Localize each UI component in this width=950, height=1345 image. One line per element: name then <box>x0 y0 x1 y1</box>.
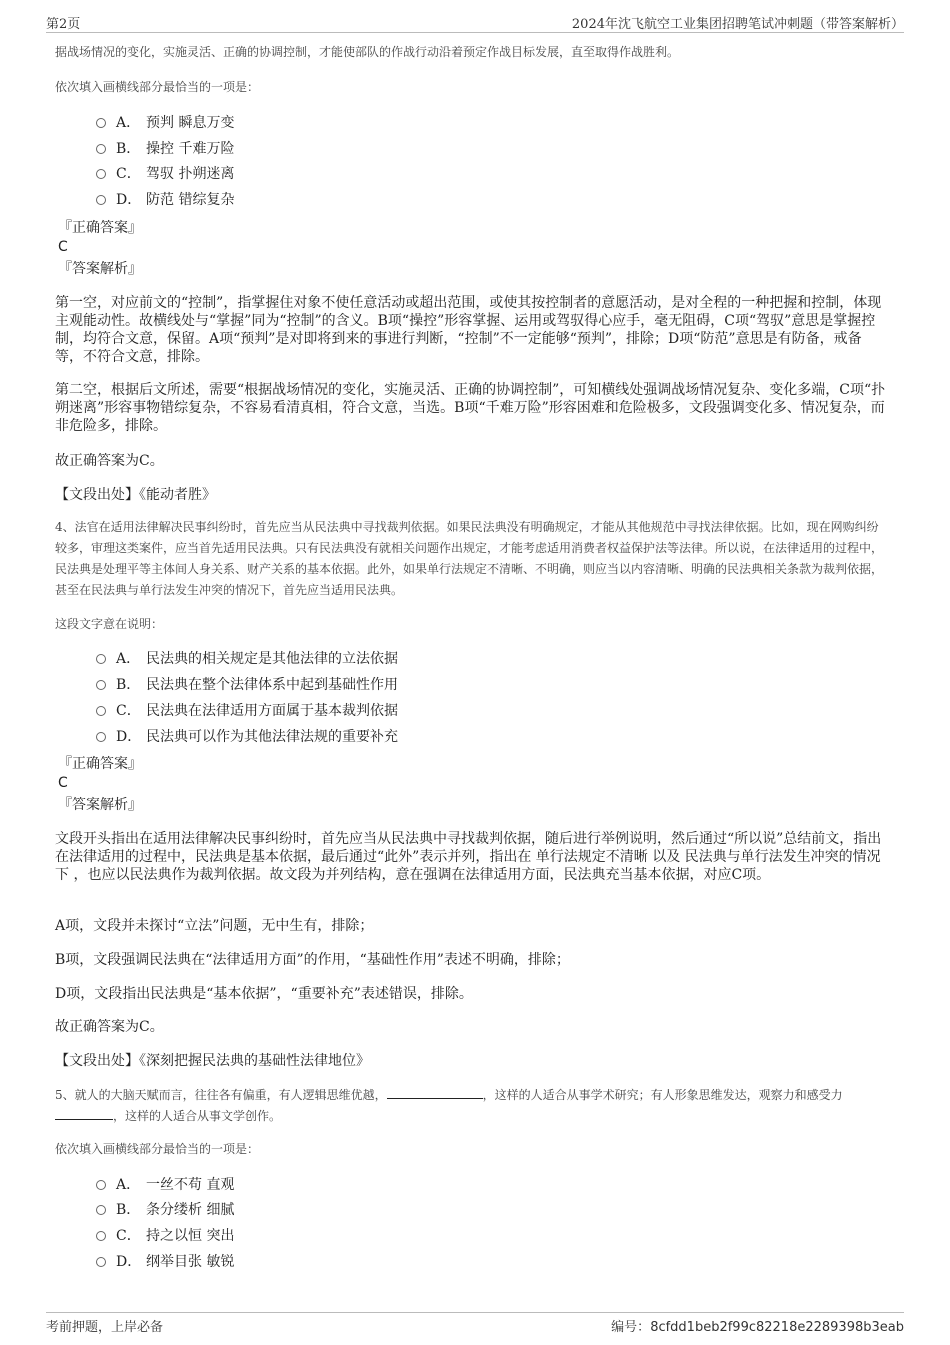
q3-answer: C <box>58 239 68 255</box>
q5-option-d[interactable]: D． 纲举目张 敏锐 <box>96 1252 234 1272</box>
q4-answer: C <box>58 775 68 791</box>
q4-option-d[interactable]: D． 民法典可以作为其他法律法规的重要补充 <box>96 727 398 747</box>
radio-icon[interactable] <box>96 144 106 154</box>
page-header <box>46 10 904 33</box>
page-footer <box>46 1312 904 1335</box>
q4-analysis-para-1: 文段开头指出在适用法律解决民事纠纷时，首先应当从民法典中寻找裁判依据，随后进行举例说明，然后通过“所以说”总结前文，指出在法律适用的过程中，民法典是基本依据，最后通过“此外”表示并列，指出在 单行法规定不清晰 以及 民法典与单行法发生冲突的情况下 ，也应以民法典作为裁判依据。故文段为并列结构，意在强调在法律适用方面，民法典充当基本依据，对应C项。 <box>55 831 882 883</box>
q3-analysis-para-2: 第二空，根据后文所述，需要“根据战场情况的变化，实施灵活、正确的协调控制”，可知横线处强调战场情况复杂、变化多端，C项“扑朔迷离”形容事物错综复杂，不容易看清真相，符合文意，当选。B项“千难万险”形容困难和危险极多，文段强调变化多、情况复杂，而非危险多，排除。 <box>55 382 886 434</box>
radio-icon[interactable] <box>96 1257 106 1267</box>
radio-icon[interactable] <box>96 169 106 179</box>
q5-passage: 5、就人的大脑天赋而言，往往各有偏重，有人逻辑思维优越， ，这样的人适合从事学术研究；有人形象思维发达，观察力和感受力，这样的人适合从事文学创作。 <box>55 1088 843 1123</box>
q4-analysis-para-3: B项，文段强调民法典在“法律适用方面”的作用，“基础性作用”表述不明确，排除； <box>55 952 570 968</box>
q4-option-a[interactable]: A． 民法典的相关规定是其他法律的立法依据 <box>96 649 398 669</box>
q5-option-a[interactable]: A． 一丝不苟 直观 <box>96 1175 234 1195</box>
q3-option-c[interactable]: C． 驾驭 扑朔迷离 <box>96 164 234 184</box>
radio-icon[interactable] <box>96 654 106 664</box>
q4-option-b[interactable]: B． 民法典在整个法律体系中起到基础性作用 <box>96 675 398 695</box>
q3-passage-tail: 据战场情况的变化，实施灵活、正确的协调控制，才能使部队的作战行动沿着预定作战目标发展，直至取得作战胜利。 <box>55 45 680 59</box>
q5-option-c[interactable]: C． 持之以恒 突出 <box>96 1226 234 1246</box>
q4-option-c[interactable]: C． 民法典在法律适用方面属于基本裁判依据 <box>96 701 398 721</box>
q4-analysis-label: 『答案解析』 <box>58 797 142 813</box>
radio-icon[interactable] <box>96 680 106 690</box>
q5-prompt: 依次填入画横线部分最恰当的一项是： <box>55 1142 260 1156</box>
q3-answer-label: 『正确答案』 <box>58 220 142 236</box>
footer-slogan: 考前押题，上岸必备 <box>46 1320 164 1335</box>
q4-prompt: 这段文字意在说明： <box>55 617 164 631</box>
q3-option-a[interactable]: A． 预判 瞬息万变 <box>96 113 234 133</box>
q3-option-b[interactable]: B． 操控 千难万险 <box>96 139 234 159</box>
document-title: 2024年沈飞航空工业集团招聘笔试冲刺题（带答案解析） <box>571 17 904 32</box>
q4-passage: 4、法官在适用法律解决民事纠纷时，首先应当从民法典中寻找裁判依据。如果民法典没有明确规定，才能从其他规范中寻找法律依据。比如，现在网购纠纷较多，审理这类案件，应当首先适用民法典。只有民法典没有就相关问题作出规定，才能考虑适用消费者权益保护法等法律。所以说，在法律适用的过程中，民法典是处理平等主体间人身关系、财产关系的基本依据。此外，如果单行法规定不清晰、不明确，则应当以内容清晰、明确的民法典相关条款为裁判依据，甚至在民法典与单行法发生冲突的情况下，首先应当适用民法典。 <box>55 520 884 597</box>
fill-blank-2[interactable] <box>55 1107 113 1120</box>
radio-icon[interactable] <box>96 195 106 205</box>
q3-source: 【文段出处】《能动者胜》 <box>55 487 216 503</box>
fill-blank-1[interactable] <box>387 1086 483 1099</box>
radio-icon[interactable] <box>96 118 106 128</box>
q4-analysis-para-2: A项，文段并未探讨“立法”问题，无中生有，排除； <box>55 918 374 934</box>
q3-option-d[interactable]: D． 防范 错综复杂 <box>96 190 234 210</box>
document-code: 编号：8cfdd1beb2f99c82218e2289398b3eab <box>611 1320 904 1335</box>
radio-icon[interactable] <box>96 1231 106 1241</box>
q5-option-b[interactable]: B． 条分缕析 细腻 <box>96 1200 234 1220</box>
q4-answer-label: 『正确答案』 <box>58 756 142 772</box>
page-number: 第2页 <box>46 17 81 32</box>
q3-analysis-para-1: 第一空，对应前文的“控制”，指掌握住对象不使任意活动或超出范围，或使其按控制者的意愿活动，是对全程的一种把握和控制，体现主观能动性。故横线处与“掌握”同为“控制”的含义。B项“操控”形容掌握、运用或驾驭得心应手，毫无阻碍，C项“驾驭”意思是掌握控制，均符合文意，保留。A项“预判”是对即将到来的事进行判断，“控制”不一定能够“预判”，排除；D项“防范”意思是有防备，戒备等，不符合文意，排除。 <box>55 295 882 365</box>
q4-analysis-para-4: D项，文段指出民法典是“基本依据”，“重要补充”表述错误，排除。 <box>55 986 473 1002</box>
radio-icon[interactable] <box>96 1205 106 1215</box>
radio-icon[interactable] <box>96 706 106 716</box>
q3-analysis-label: 『答案解析』 <box>58 261 142 277</box>
q3-conclusion: 故正确答案为C。 <box>55 453 164 469</box>
q4-source: 【文段出处】《深刻把握民法典的基础性法律地位》 <box>55 1053 370 1069</box>
radio-icon[interactable] <box>96 732 106 742</box>
q4-conclusion: 故正确答案为C。 <box>55 1019 164 1035</box>
q3-prompt: 依次填入画横线部分最恰当的一项是： <box>55 80 260 94</box>
radio-icon[interactable] <box>96 1180 106 1190</box>
